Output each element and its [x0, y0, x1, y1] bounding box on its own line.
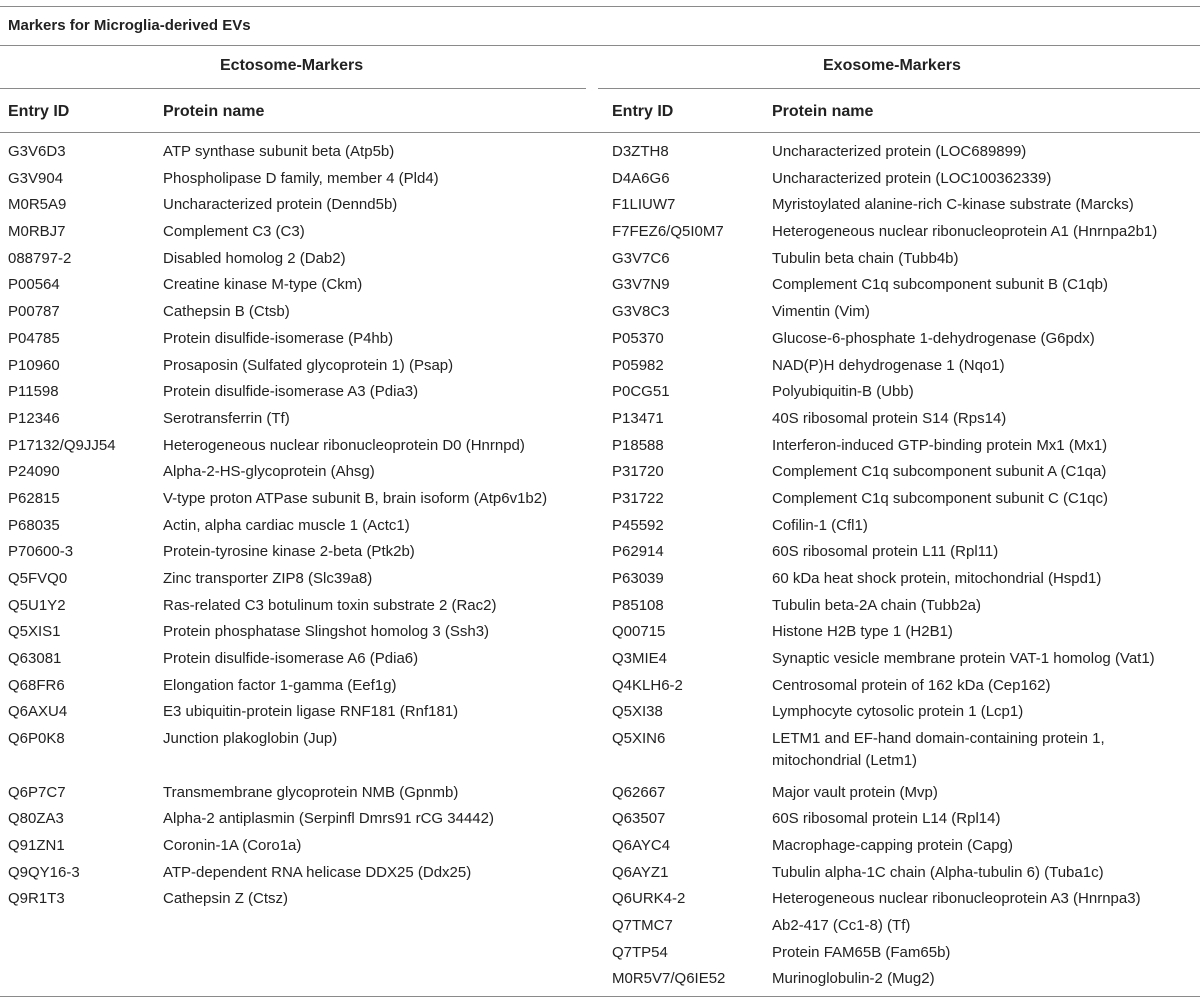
exosome-section-rule	[598, 88, 1200, 89]
exosome-protein-name: LETM1 and EF-hand domain-containing protein 1, mitochondrial (Letm1)	[772, 730, 1105, 770]
exosome-entry-id: P13471	[612, 409, 664, 427]
ectosome-protein-name: Elongation factor 1-gamma (Eef1g)	[163, 676, 397, 694]
exosome-section-title: Exosome-Markers	[823, 57, 961, 74]
exosome-entry-id: P18588	[612, 436, 664, 454]
exosome-entry-id: P31722	[612, 489, 664, 507]
ectosome-table-row	[8, 300, 583, 327]
ectosome-entry-id: Q5FVQ0	[8, 570, 68, 587]
ectosome-entry-id: P04785	[8, 329, 60, 347]
exosome-entry-id: G3V7N9	[612, 276, 670, 294]
ectosome-entry-id: Q80ZA3	[8, 810, 64, 828]
ectosome-table-row	[8, 861, 583, 888]
exosome-table-row	[612, 567, 1197, 594]
exosome-protein-name: Polyubiquitin-B (Ubb)	[772, 383, 914, 401]
exosome-entry-id: Q3MIE4	[612, 650, 668, 668]
exosome-entry-id: G3V8C3	[612, 303, 670, 321]
exosome-table-row	[612, 140, 1197, 167]
ectosome-table-row	[8, 487, 583, 514]
ectosome-entry-id: Q68FR6	[8, 676, 65, 694]
exosome-entry-id-header: Entry ID	[612, 103, 674, 120]
exosome-table-row	[612, 460, 1197, 487]
ectosome-entry-id: P00787	[8, 303, 60, 321]
ectosome-protein-name: ATP synthase subunit beta (Atp5b)	[163, 143, 395, 160]
exosome-entry-id: Q63507	[612, 810, 666, 828]
exosome-protein-name: Macrophage-capping protein (Capg)	[772, 836, 1013, 854]
ectosome-protein-name: Coronin-1A (Coro1a)	[163, 836, 302, 854]
exosome-table-row	[612, 834, 1197, 861]
ectosome-table-row	[8, 594, 583, 621]
ectosome-table-row	[8, 807, 583, 834]
ectosome-table-row	[8, 514, 583, 541]
exosome-protein-name: Glucose-6-phosphate 1-dehydrogenase (G6pdx)	[772, 329, 1095, 347]
exosome-protein-name: 60S ribosomal protein L14 (Rpl14)	[772, 810, 1001, 828]
exosome-entry-id: P31720	[612, 463, 664, 481]
header-rule	[0, 132, 1200, 133]
ectosome-protein-name: Complement C3 (C3)	[163, 223, 305, 241]
exosome-table-row	[612, 327, 1197, 354]
ectosome-table-row	[8, 327, 583, 354]
ectosome-entry-id: G3V904	[8, 169, 64, 187]
ectosome-table-row	[8, 540, 583, 567]
ectosome-protein-name: Uncharacterized protein (Dennd5b)	[163, 196, 398, 214]
exosome-entry-id: P63039	[612, 570, 664, 587]
ectosome-table-row	[8, 700, 583, 727]
exosome-protein-name: NAD(P)H dehydrogenase 1 (Nqo1)	[772, 356, 1005, 374]
exosome-table-row	[612, 647, 1197, 674]
exosome-protein-name: Tubulin beta-2A chain (Tubb2a)	[772, 596, 982, 614]
ectosome-entry-id: Q6P0K8	[8, 730, 65, 748]
ectosome-entry-id: Q91ZN1	[8, 836, 65, 854]
ectosome-protein-name: V-type proton ATPase subunit B, brain isoform (Atp6v1b2)	[163, 489, 548, 507]
ectosome-entry-id: 088797-2	[8, 249, 72, 267]
exosome-table-row	[612, 514, 1197, 541]
ectosome-table-row	[8, 620, 583, 647]
exosome-table-row	[612, 434, 1197, 461]
exosome-protein-name: Murinoglobulin-2 (Mug2)	[772, 970, 935, 988]
exosome-protein-name: Major vault protein (Mvp)	[772, 783, 938, 801]
ectosome-protein-name: Protein disulfide-isomerase (P4hb)	[163, 329, 394, 347]
exosome-table-row	[612, 807, 1197, 834]
exosome-table-row	[612, 167, 1197, 194]
ectosome-protein-name: Protein phosphatase Slingshot homolog 3 (Ssh3)	[163, 623, 490, 641]
ectosome-entry-id: Q5XIS1	[8, 623, 61, 641]
exosome-table-row	[612, 700, 1197, 727]
exosome-table-row	[612, 967, 1197, 994]
ectosome-entry-id: G3V6D3	[8, 143, 66, 160]
exosome-protein-name: 60 kDa heat shock protein, mitochondrial (Hspd1)	[772, 570, 1102, 587]
ectosome-entry-id: Q6AXU4	[8, 703, 68, 721]
ectosome-protein-name: Transmembrane glycoprotein NMB (Gpnmb)	[163, 783, 459, 801]
ectosome-protein-name: Heterogeneous nuclear ribonucleoprotein D0 (Hnrnpd)	[163, 436, 525, 454]
exosome-entry-id: P05370	[612, 329, 664, 347]
exosome-entry-id: Q62667	[612, 783, 666, 801]
ectosome-protein-name: E3 ubiquitin-protein ligase RNF181 (Rnf181)	[163, 703, 459, 721]
ectosome-entry-id: P24090	[8, 463, 60, 481]
exosome-entry-id: D3ZTH8	[612, 143, 669, 160]
exosome-protein-name: Lymphocyte cytosolic protein 1 (Lcp1)	[772, 703, 1024, 721]
exosome-table-row	[612, 354, 1197, 381]
ectosome-protein-name: Protein disulfide-isomerase A3 (Pdia3)	[163, 383, 419, 401]
ectosome-table-row	[8, 727, 583, 780]
exosome-entry-id: F7FEZ6/Q5I0M7	[612, 223, 724, 241]
exosome-entry-id: Q00715	[612, 623, 666, 641]
exosome-table-row	[612, 487, 1197, 514]
ectosome-table-row	[8, 460, 583, 487]
ectosome-protein-name: Ras-related C3 botulinum toxin substrate 2 (Rac2)	[163, 596, 497, 614]
ectosome-table-row	[8, 434, 583, 461]
exosome-table-row	[612, 620, 1197, 647]
ectosome-protein-name: ATP-dependent RNA helicase DDX25 (Ddx25)	[163, 863, 472, 881]
ectosome-entry-id-header: Entry ID	[8, 103, 70, 120]
exosome-protein-name: Interferon-induced GTP-binding protein Mx1 (Mx1)	[772, 436, 1108, 454]
ectosome-table-row	[8, 273, 583, 300]
exosome-entry-id: G3V7C6	[612, 249, 670, 267]
ectosome-protein-name: Protein disulfide-isomerase A6 (Pdia6)	[163, 650, 419, 668]
ectosome-section-title: Ectosome-Markers	[220, 57, 364, 74]
exosome-protein-name: Heterogeneous nuclear ribonucleoprotein A3 (Hnrnpa3)	[772, 890, 1141, 908]
exosome-protein-name: 60S ribosomal protein L11 (Rpl11)	[772, 543, 999, 561]
ectosome-entry-id: P68035	[8, 516, 60, 534]
ectosome-table-row	[8, 354, 583, 381]
ectosome-table-row	[8, 834, 583, 861]
exosome-table-row	[612, 380, 1197, 407]
ectosome-protein-name: Zinc transporter ZIP8 (Slc39a8)	[163, 570, 373, 587]
exosome-entry-id: D4A6G6	[612, 169, 670, 187]
ectosome-table-row	[8, 567, 583, 594]
ectosome-protein-name: Alpha-2-HS-glycoprotein (Ahsg)	[163, 463, 375, 481]
ectosome-entry-id: P17132/Q9JJ54	[8, 436, 116, 454]
ectosome-entry-id: Q6P7C7	[8, 783, 66, 801]
exosome-entry-id: P85108	[612, 596, 664, 614]
exosome-entry-id: Q4KLH6-2	[612, 676, 683, 694]
exosome-entry-id: Q5XI38	[612, 703, 663, 721]
exosome-entry-id: M0R5V7/Q6IE52	[612, 970, 726, 988]
ectosome-table-row	[8, 674, 583, 701]
exosome-entry-id: P0CG51	[612, 383, 670, 401]
exosome-table-row	[612, 674, 1197, 701]
exosome-protein-name: Tubulin alpha-1C chain (Alpha-tubulin 6) (Tuba1c)	[772, 863, 1104, 881]
ectosome-protein-name: Cathepsin B (Ctsb)	[163, 303, 290, 321]
ectosome-protein-name-header: Protein name	[163, 103, 265, 120]
exosome-protein-name: Myristoylated alanine-rich C-kinase substrate (Marcks)	[772, 196, 1134, 214]
exosome-protein-name: Synaptic vesicle membrane protein VAT-1 homolog (Vat1)	[772, 650, 1155, 668]
ectosome-table-row	[8, 140, 583, 167]
exosome-entry-id: Q6AYC4	[612, 836, 671, 854]
exosome-table-row	[612, 407, 1197, 434]
exosome-entry-id: Q5XIN6	[612, 730, 666, 748]
ectosome-table-row	[8, 193, 583, 220]
caption-rule	[0, 45, 1200, 46]
exosome-table-row	[612, 727, 1197, 780]
ectosome-protein-name: Alpha-2 antiplasmin (Serpinfl Dmrs91 rCG 34442)	[163, 810, 494, 828]
bottom-rule	[0, 996, 1200, 997]
ectosome-protein-name: Disabled homolog 2 (Dab2)	[163, 249, 346, 267]
exosome-protein-name: Uncharacterized protein (LOC689899)	[772, 143, 1027, 160]
exosome-entry-id: F1LIUW7	[612, 196, 676, 214]
exosome-entry-id: Q7TMC7	[612, 916, 673, 934]
ectosome-entry-id: Q5U1Y2	[8, 596, 66, 614]
exosome-table-row	[612, 887, 1197, 914]
exosome-table-row	[612, 273, 1197, 300]
ectosome-entry-id: Q9R1T3	[8, 890, 65, 908]
exosome-table-row	[612, 594, 1197, 621]
exosome-protein-name: Tubulin beta chain (Tubb4b)	[772, 249, 959, 267]
exosome-table-row	[612, 861, 1197, 888]
exosome-protein-name: Cofilin-1 (Cfl1)	[772, 516, 868, 534]
exosome-table-row	[612, 247, 1197, 274]
ectosome-protein-name: Serotransferrin (Tf)	[163, 409, 290, 427]
exosome-marker-list	[612, 140, 1197, 994]
exosome-protein-name: 40S ribosomal protein S14 (Rps14)	[772, 409, 1007, 427]
ectosome-entry-id: Q63081	[8, 650, 62, 668]
exosome-protein-name: Vimentin (Vim)	[772, 303, 870, 321]
ectosome-entry-id: P10960	[8, 356, 60, 374]
table-caption: Markers for Microglia-derived EVs	[8, 17, 251, 34]
exosome-protein-name: Protein FAM65B (Fam65b)	[772, 943, 951, 961]
exosome-protein-name: Heterogeneous nuclear ribonucleoprotein A1 (Hnrnpa2b1)	[772, 223, 1158, 241]
exosome-protein-name: Uncharacterized protein (LOC100362339)	[772, 169, 1052, 187]
exosome-entry-id: Q6AYZ1	[612, 863, 669, 881]
exosome-protein-name: Complement C1q subcomponent subunit C (C1qc)	[772, 489, 1108, 507]
exosome-table-row	[612, 781, 1197, 808]
exosome-protein-name: Centrosomal protein of 162 kDa (Cep162)	[772, 676, 1051, 694]
ectosome-entry-id: M0RBJ7	[8, 223, 66, 241]
ectosome-entry-id: P12346	[8, 409, 60, 427]
ectosome-entry-id: P11598	[8, 383, 59, 401]
ectosome-marker-list	[8, 140, 583, 914]
ectosome-table-row	[8, 781, 583, 808]
exosome-entry-id: Q7TP54	[612, 943, 668, 961]
ectosome-entry-id: P00564	[8, 276, 60, 294]
exosome-protein-name: Complement C1q subcomponent subunit B (C1qb)	[772, 276, 1109, 294]
exosome-entry-id: P45592	[612, 516, 664, 534]
ectosome-protein-name: Phospholipase D family, member 4 (Pld4)	[163, 169, 439, 187]
exosome-table-row	[612, 540, 1197, 567]
ectosome-protein-name: Junction plakoglobin (Jup)	[163, 730, 338, 748]
ectosome-protein-name: Creatine kinase M-type (Ckm)	[163, 276, 363, 294]
ectosome-entry-id: Q9QY16-3	[8, 863, 80, 881]
exosome-protein-name: Complement C1q subcomponent subunit A (C1qa)	[772, 463, 1107, 481]
ectosome-table-row	[8, 380, 583, 407]
top-rule	[0, 6, 1200, 7]
exosome-entry-id: Q6URK4-2	[612, 890, 686, 908]
exosome-table-row	[612, 193, 1197, 220]
ectosome-entry-id: M0R5A9	[8, 196, 67, 214]
exosome-entry-id: P62914	[612, 543, 664, 561]
ectosome-table-row	[8, 247, 583, 274]
exosome-table-row	[612, 941, 1197, 968]
exosome-protein-name: Ab2-417 (Cc1-8) (Tf)	[772, 916, 911, 934]
exosome-table-row	[612, 300, 1197, 327]
ectosome-table-row	[8, 220, 583, 247]
ectosome-protein-name: Protein-tyrosine kinase 2-beta (Ptk2b)	[163, 543, 415, 561]
ectosome-protein-name: Cathepsin Z (Ctsz)	[163, 890, 289, 908]
ectosome-section-rule	[0, 88, 586, 89]
exosome-protein-name-header: Protein name	[772, 103, 874, 120]
ectosome-table-row	[8, 167, 583, 194]
exosome-entry-id: P05982	[612, 356, 664, 374]
ectosome-entry-id: P70600-3	[8, 543, 74, 561]
ectosome-protein-name: Actin, alpha cardiac muscle 1 (Actc1)	[163, 516, 410, 534]
ectosome-table-row	[8, 887, 583, 914]
ectosome-protein-name: Prosaposin (Sulfated glycoprotein 1) (Psap)	[163, 356, 454, 374]
ectosome-table-row	[8, 647, 583, 674]
ectosome-entry-id: P62815	[8, 489, 60, 507]
exosome-protein-name: Histone H2B type 1 (H2B1)	[772, 623, 953, 641]
ectosome-table-row	[8, 407, 583, 434]
exosome-table-row	[612, 914, 1197, 941]
exosome-table-row	[612, 220, 1197, 247]
